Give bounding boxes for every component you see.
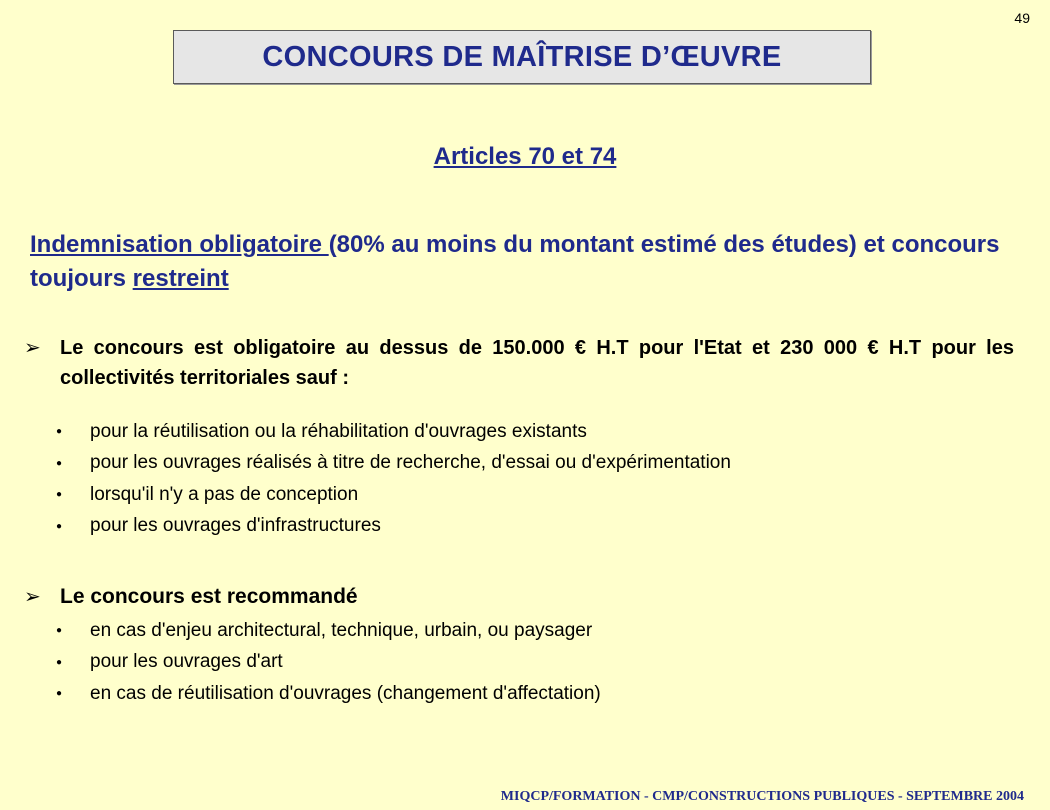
exception-list xyxy=(56,416,731,542)
list-item-text: en cas d'enjeu architectural, technique, urbain, ou paysager xyxy=(90,619,593,641)
section-obligatoire xyxy=(24,333,1014,393)
list-item xyxy=(56,448,731,480)
intro-paragraph xyxy=(30,228,1020,296)
list-item xyxy=(56,615,601,647)
list-item-text: pour les ouvrages d'art xyxy=(90,651,283,673)
list-item-text: pour les ouvrages réalisés à titre de recherche, d'essai ou d'expérimentation xyxy=(90,452,731,474)
section-recommande xyxy=(24,582,1014,612)
title-box xyxy=(173,30,871,84)
arrow-bullet-icon: ➢ xyxy=(24,337,41,359)
page-title: CONCOURS DE MAÎTRISE D’ŒUVRE xyxy=(262,40,782,73)
bullet-dot-icon: ● xyxy=(56,688,63,700)
recommendation-list xyxy=(56,615,601,710)
list-item-text: lorsqu'il n'y a pas de conception xyxy=(90,483,359,505)
subtitle: Articles 70 et 74 xyxy=(433,143,617,170)
page-number: 49 xyxy=(1014,10,1030,26)
bullet-dot-icon: ● xyxy=(56,520,63,532)
footer: MIQCP/FORMATION - CMP/CONSTRUCTIONS PUBLIQUES - SEPTEMBRE 2004 xyxy=(500,789,1024,804)
section-heading: Le concours est obligatoire au dessus de 150.000 € H.T pour l'Etat et 230 000 € H.T pour les collectivités territoriales sauf : xyxy=(60,337,1014,389)
list-item xyxy=(56,678,601,710)
bullet-dot-icon: ● xyxy=(56,426,63,438)
list-item xyxy=(56,479,731,511)
list-item xyxy=(56,511,731,543)
section-heading: Le concours est recommandé xyxy=(60,585,358,608)
bullet-dot-icon: ● xyxy=(56,625,63,637)
bullet-dot-icon: ● xyxy=(56,457,63,469)
list-item-text: pour la réutilisation ou la réhabilitation d'ouvrages existants xyxy=(90,420,587,442)
intro-underlined-lead: Indemnisation obligatoire xyxy=(30,231,329,258)
bullet-dot-icon: ● xyxy=(56,656,63,668)
bullet-dot-icon: ● xyxy=(56,489,63,501)
list-item-text: en cas de réutilisation d'ouvrages (changement d'affectation) xyxy=(90,682,601,704)
list-item xyxy=(56,647,601,679)
arrow-bullet-icon: ➢ xyxy=(24,586,41,608)
list-item-text: pour les ouvrages d'infrastructures xyxy=(90,515,381,537)
intro-underlined-tail: restreint xyxy=(132,265,229,292)
intro-body: (80% au moins du montant estimé des études) et concours toujours xyxy=(30,231,1000,292)
list-item xyxy=(56,416,731,448)
